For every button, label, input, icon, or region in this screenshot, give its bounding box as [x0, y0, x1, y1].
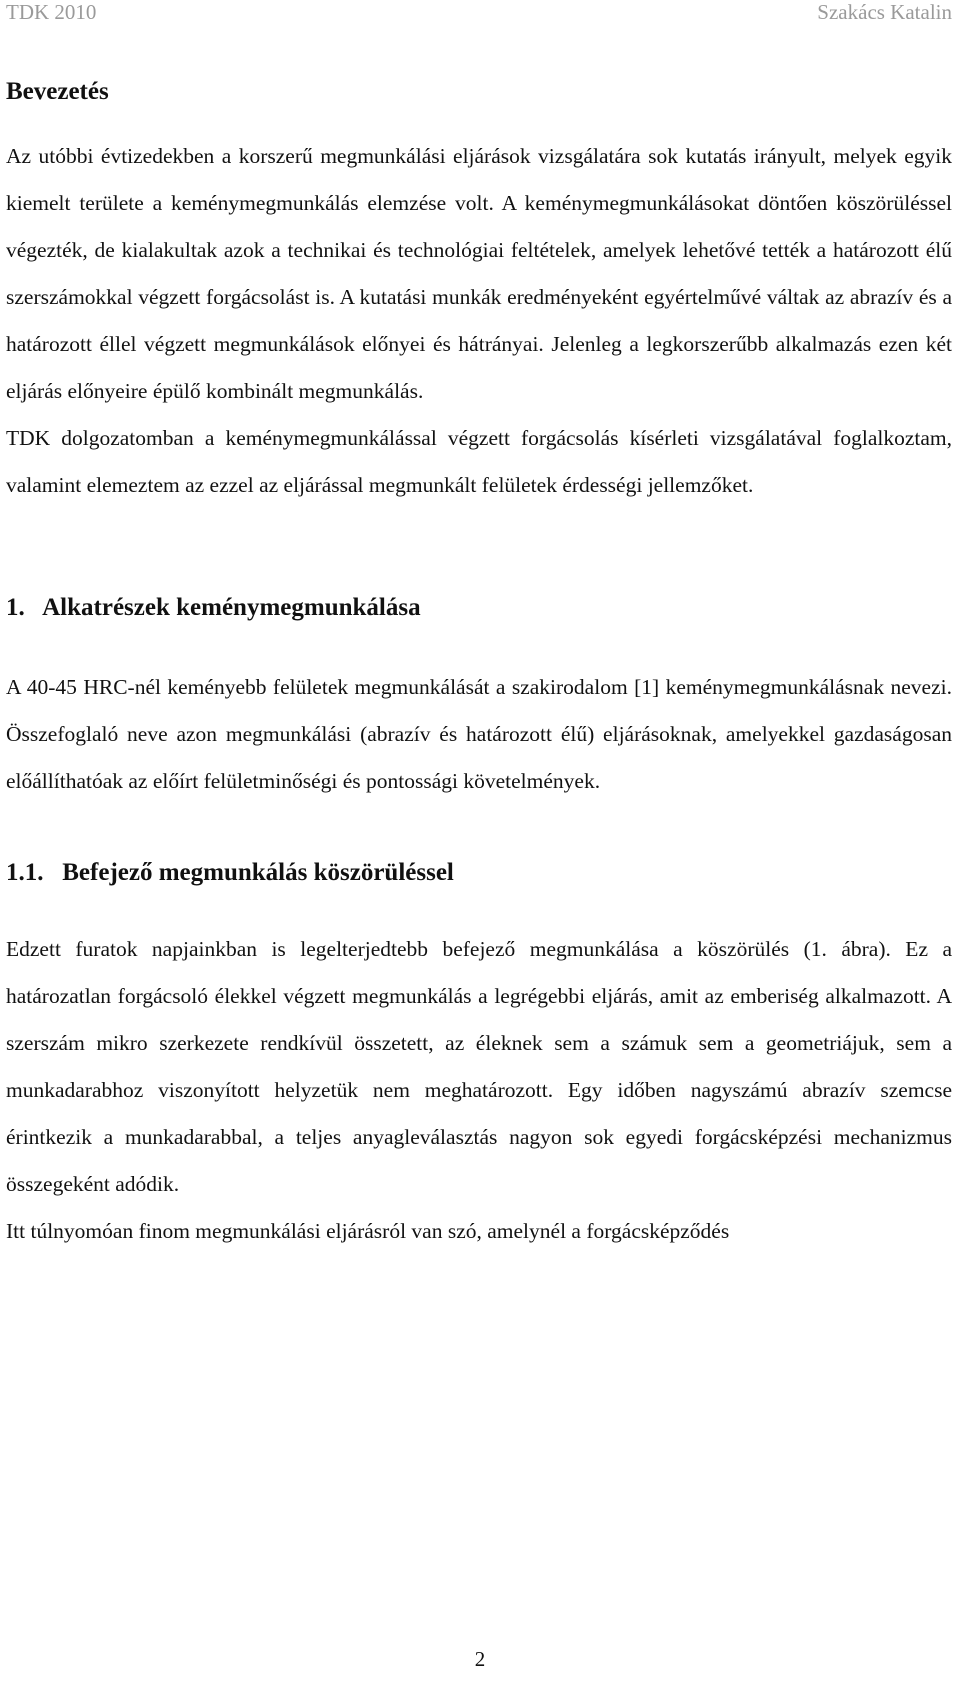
- intro-paragraph-1: Az utóbbi évtizedekben a korszerű megmunkálási eljárások vizsgálatára sok kutatás irányult, melyek egyik kiemelt területe a keménymegmunkálás elemzése volt. A keménymegmunkálásokat döntően köszörüléssel végezték, de kialakultak azok a technikai és technológiai feltételek, amelyek lehetővé tették a határozott élű szerszámokkal végzett forgácsolást is. A kutatási munkák eredményeként egyértelművé váltak az abrazív és a határozott éllel végzett megmunkálások előnyei és hátrányai. Jelenleg a legkorszerűbb alkalmazás ezen két eljárás előnyeire épülő kombinált megmunkálás.: [6, 144, 952, 403]
- intro-paragraph-2: TDK dolgozatomban a keménymegmunkálással végzett forgácsolás kísérleti vizsgálatával foglalkoztam, valamint elemeztem az ezzel az eljárással megmunkált felületek érdességi jellemzőket.: [6, 426, 952, 497]
- page-number: 2: [474, 1647, 486, 1671]
- section-1-paragraph: A 40-45 HRC-nél keményebb felületek megmunkálását a szakirodalom [1] keménymegmunkálásnak nevezi. Összefoglaló neve azon megmunkálási (abrazív és határozott élű) eljárásoknak, amelyekkel gazdaságosan előállíthatóak az előírt felületminőségi és pontossági követelmények.: [6, 675, 952, 793]
- section-1-1-heading: 1.1. Befejező megmunkálás köszörüléssel: [6, 859, 454, 886]
- page-header: [6, 0, 952, 28]
- section-1-1-paragraph-2: Itt túlnyomóan finom megmunkálási eljárásról van szó, amelynél a forgácsképződés: [6, 1219, 730, 1243]
- header-left-text: TDK 2010: [6, 0, 97, 24]
- intro-heading: Bevezetés: [6, 78, 109, 105]
- header-right-text: Szakács Katalin: [817, 0, 952, 24]
- section-1-heading: 1. Alkatrészek keménymegmunkálása: [6, 594, 421, 621]
- section-1-1-paragraph-1: Edzett furatok napjainkban is legelterjedtebb befejező megmunkálása a köszörülés (1. ábra). Ez a határozatlan forgácsoló élekkel végzett megmunkálás a legrégebbi eljárás, amit az emberiség alkalmazott. A szerszám mikro szerkezete rendkívül összetett, az éleknek sem a számuk sem a geometriájuk, sem a munkadarabhoz viszonyított helyzetük nem meghatározott. Egy időben nagyszámú abrazív szemcse érintkezik a munkadarabbal, a teljes anyagleválasztás nagyon sok egyedi forgácsképzési mechanizmus összegeként adódik.: [6, 937, 952, 1196]
- document-body: [6, 78, 952, 1255]
